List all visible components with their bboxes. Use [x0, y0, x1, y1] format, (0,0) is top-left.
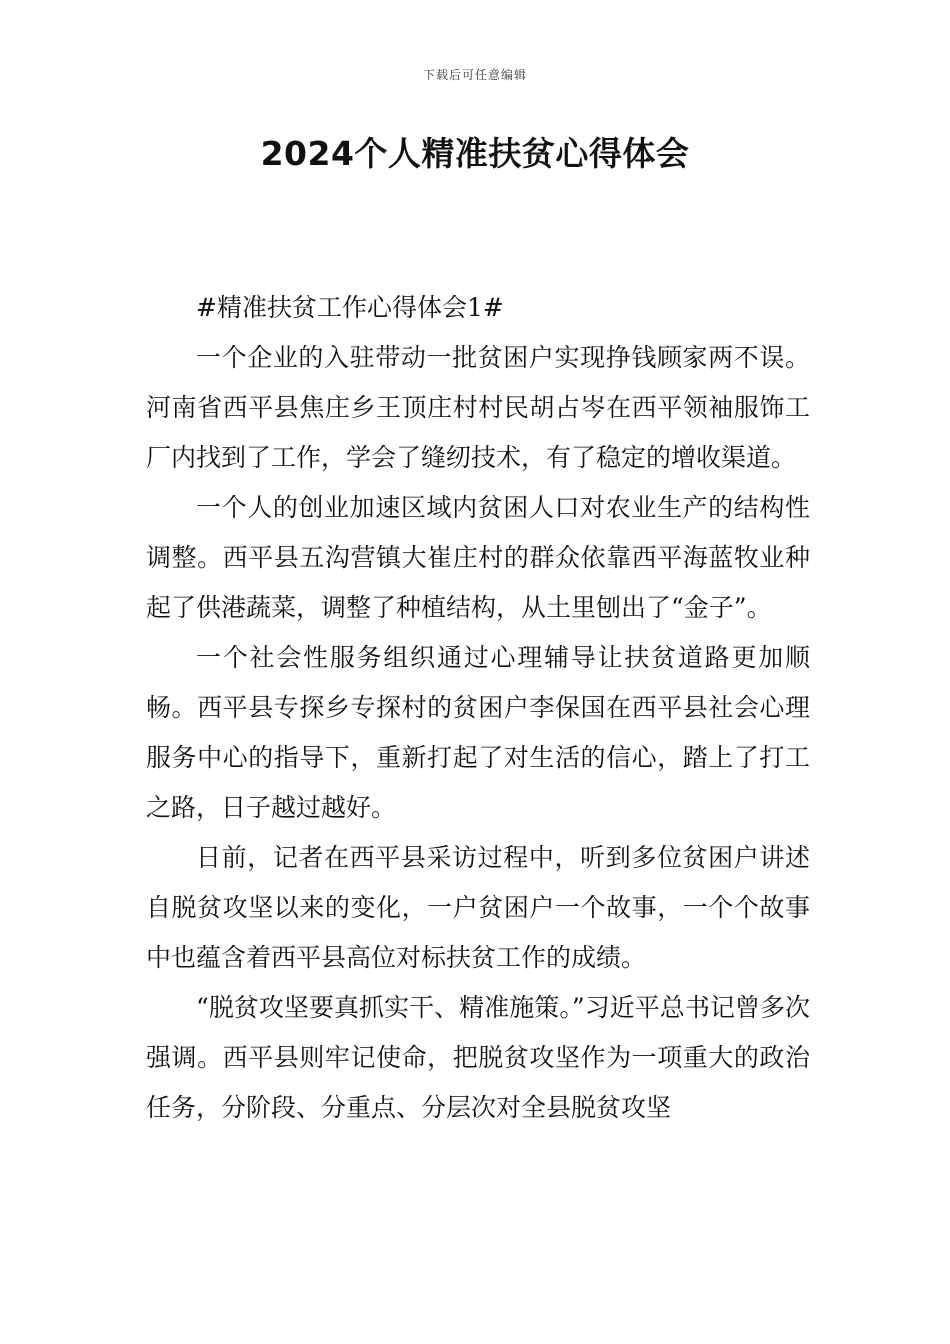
paragraph: “脱贫攻坚要真抓实干、精准施策。”习近平总书记曾多次强调。西平县则牢记使命，把脱贫攻坚作为一项重大的政治任务，分阶段、分重点、分层次对全县脱贫攻坚: [146, 993, 810, 1122]
header-note: 下载后可任意编辑: [422, 68, 527, 82]
paragraph: 一个人的创业加速区域内贫困人口对农业生产的结构性调整。西平县五沟营镇大崔庄村的群众依靠西平海蓝牧业种起了供港蔬菜，调整了种植结构，从土里刨出了“金子”。: [146, 493, 810, 622]
paragraph: 一个企业的入驻带动一批贫困户实现挣钱顾家两不误。河南省西平县焦庄乡王顶庄村村民胡占岑在西平领袖服饰工厂内找到了工作，学会了缝纫技术，有了稳定的增收渠道。: [146, 343, 810, 472]
document-body: [146, 283, 810, 1133]
paragraph: 一个社会性服务组织通过心理辅导让扶贫道路更加顺畅。西平县专探乡专探村的贫困户李保国在西平县社会心理服务中心的指导下，重新打起了对生活的信心，踏上了打工之路，日子越过越好。: [146, 643, 810, 822]
document-title: 2024个人精准扶贫心得体会: [260, 134, 690, 173]
paragraph: 日前，记者在西平县采访过程中，听到多位贫困户讲述自脱贫攻坚以来的变化，一户贫困户一个故事，一个个故事中也蕴含着西平县高位对标扶贫工作的成绩。: [146, 843, 810, 972]
section-heading: #精准扶贫工作心得体会1#: [196, 293, 504, 322]
